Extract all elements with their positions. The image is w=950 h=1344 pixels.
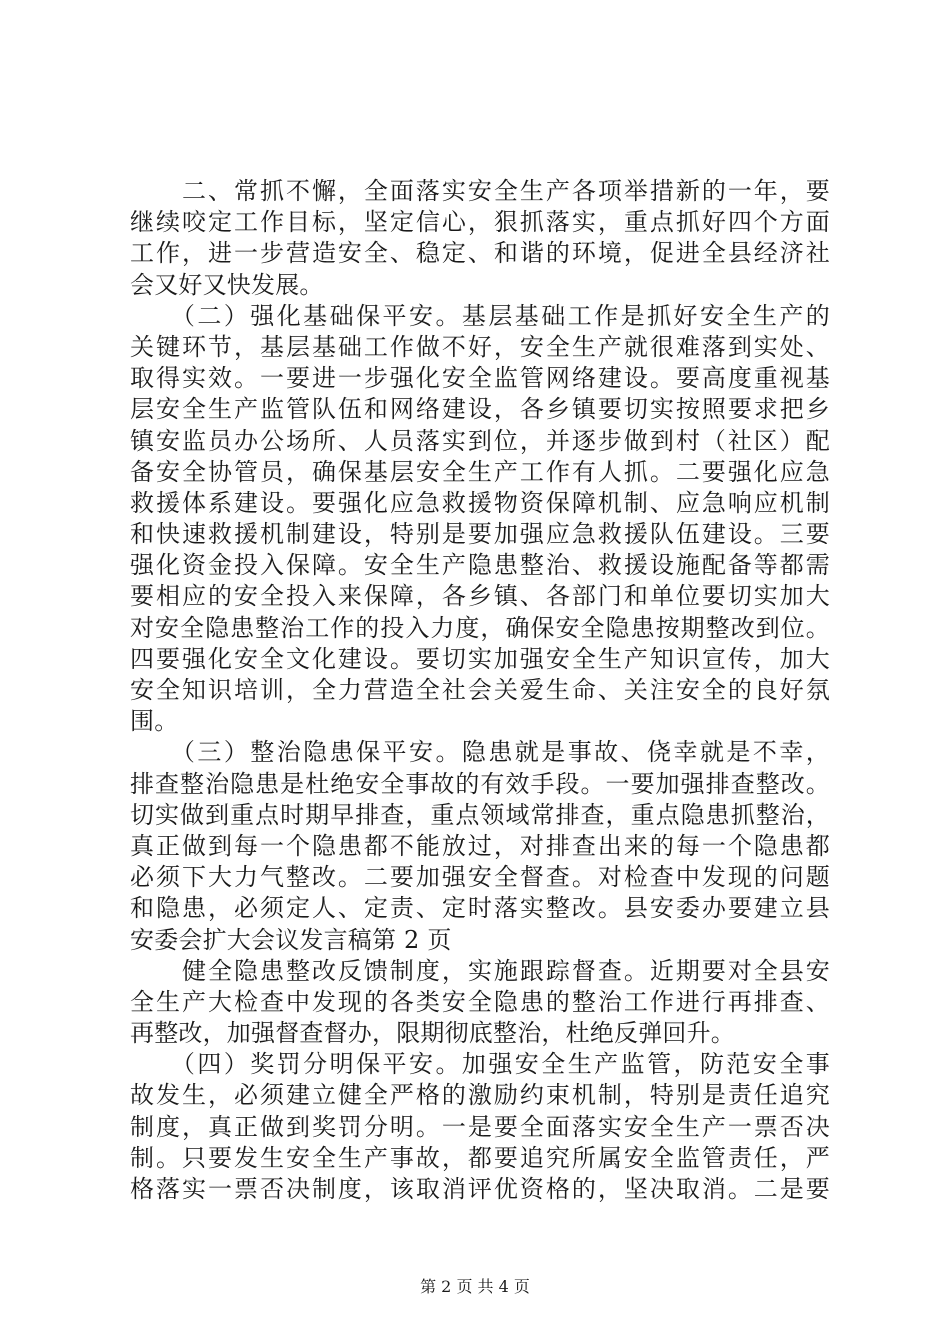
page-footer bbox=[0, 1276, 950, 1298]
text-line: 关键环节，基层基础工作做不好，安全生产就很难落到实处、 bbox=[130, 332, 830, 361]
text-line: 安委会扩大会议发言稿第 2 页 bbox=[130, 925, 452, 954]
text-line: 备安全协管员，确保基层安全生产工作有人抓。二要强化应急 bbox=[130, 457, 830, 486]
text-line: 全生产大检查中发现的各类安全隐患的整治工作进行再排查、 bbox=[130, 987, 830, 1016]
text-line: 和隐患，必须定人、定责、定时落实整改。县安委办要建立县 bbox=[130, 894, 830, 923]
text-line: 工作，进一步营造安全、稳定、和谐的环境，促进全县经济社 bbox=[130, 239, 830, 268]
text-line: 救援体系建设。要强化应急救援物资保障机制、应急响应机制 bbox=[130, 488, 830, 517]
text-line: 制。只要发生安全生产事故，都要追究所属安全监管责任，严 bbox=[130, 1143, 830, 1172]
text-line: （二）强化基础保平安。基层基础工作是抓好安全生产的 bbox=[130, 301, 830, 330]
text-line: 镇安监员办公场所、人员落实到位，并逐步做到村（社区）配 bbox=[130, 426, 830, 455]
text-line: 继续咬定工作目标，坚定信心，狠抓落实，重点抓好四个方面 bbox=[130, 208, 830, 237]
text-line: 格落实一票否决制度，该取消评优资格的，坚决取消。二是要 bbox=[130, 1175, 830, 1203]
text-line: 会又好又快发展。 bbox=[130, 270, 324, 299]
page-number-label: 第 2 页 共 4 页 bbox=[420, 1277, 530, 1296]
text-line: 真正做到每一个隐患都不能放过，对排查出来的每一个隐患都 bbox=[130, 831, 830, 860]
text-line: 必须下大力气整改。二要加强安全督查。对检查中发现的问题 bbox=[130, 863, 830, 892]
text-line: 制度，真正做到奖罚分明。一是要全面落实安全生产一票否决 bbox=[130, 1112, 830, 1141]
text-line: 排查整治隐患是杜绝安全事故的有效手段。一要加强排查整改。 bbox=[130, 769, 830, 798]
text-line: 取得实效。一要进一步强化安全监管网络建设。要高度重视基 bbox=[130, 364, 830, 393]
document-body bbox=[130, 176, 830, 1205]
text-line: （四）奖罚分明保平安。加强安全生产监管，防范安全事 bbox=[130, 1050, 830, 1079]
text-line: 安全知识培训，全力营造全社会关爱生命、关注安全的良好氛 bbox=[130, 676, 830, 704]
text-line: 层安全生产监管队伍和网络建设，各乡镇要切实按照要求把乡 bbox=[130, 395, 830, 424]
text-line: 强化资金投入保障。安全生产隐患整治、救援设施配备等都需 bbox=[130, 551, 830, 580]
text-line: 再整改，加强督查督办，限期彻底整治，杜绝反弹回升。 bbox=[130, 1019, 735, 1048]
text-line: （三）整治隐患保平安。隐患就是事故、侥幸就是不幸， bbox=[130, 738, 830, 767]
text-line: 故发生，必须建立健全严格的激励约束机制，特别是责任追究 bbox=[130, 1081, 830, 1110]
text-line: 切实做到重点时期早排查，重点领域常排查，重点隐患抓整治， bbox=[130, 800, 830, 829]
text-line: 对安全隐患整治工作的投入力度，确保安全隐患按期整改到位。 bbox=[130, 613, 830, 642]
text-line: 四要强化安全文化建设。要切实加强安全生产知识宣传，加大 bbox=[130, 644, 830, 673]
text-line: 围。 bbox=[130, 707, 179, 736]
text-line: 和快速救援机制建设，特别是要加强应急救援队伍建设。三要 bbox=[130, 520, 830, 549]
text-line: 健全隐患整改反馈制度，实施跟踪督查。近期要对全县安 bbox=[130, 956, 830, 985]
text-line: 二、常抓不懈，全面落实安全生产各项举措新的一年，要 bbox=[130, 177, 830, 205]
text-line: 要相应的安全投入来保障，各乡镇、各部门和单位要切实加大 bbox=[130, 582, 830, 611]
